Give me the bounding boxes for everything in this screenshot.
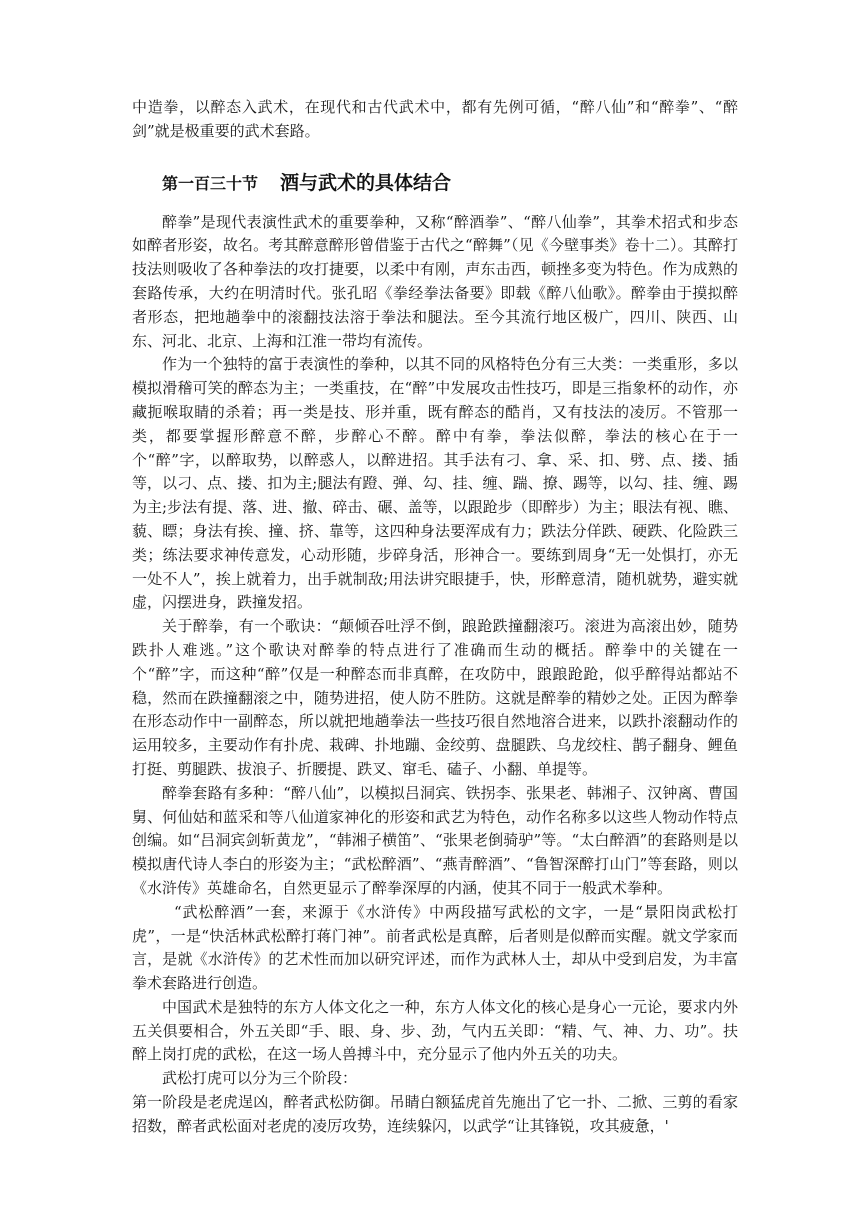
section-heading	[132, 170, 738, 197]
paragraph-song-formula: 关于醉拳，有一个歌诀：“颠倾吞吐浮不倒，踉跄跌撞翻滚巧。滚进为高滚出妙，随势跌扑人难逃。”这个歌诀对醉拳的特点进行了准确而生动的概括。醉拳中的关键在一个“醉”字，而这种“醉”仅是一种醉态而非真醉，在攻防中，踉踉跄跄，似乎醉得站都站不稳，然而在跌撞翻滚之中，随势进招，使人防不胜防。这就是醉拳的精妙之处。正因为醉拳在形态动作中一副醉态，所以就把地趟拳法一些技巧很自然地溶合进来，以跌扑滚翻动作的运用较多，主要动作有扑虎、栽碑、扑地蹦、金绞剪、盘腿跌、乌龙绞柱、鹊子翻身、鲤鱼打挺、剪腿跌、拔浪子、折腰提、跌叉、窜毛、磕子、小翻、单提等。	[132, 617, 738, 778]
paragraph-body-culture: 中国武术是独特的东方人体文化之一种，东方人体文化的核心是身心一元论，要求内外五关俱要相合，外五关即“手、眼、身、步、劲，气内五关即：“精、气、神、力、功”。扶醉上岗打虎的武松，在这一场人兽搏斗中，充分显示了他内外五关的功夫。	[132, 997, 738, 1064]
paragraph-three-stages: 武松打虎可以分为三个阶段：	[162, 1069, 358, 1088]
section-number: 第一百三十节	[162, 173, 259, 193]
intro-paragraph: 中造拳，以醉态入武术，在现代和古代武术中，都有先例可循，“醉八仙”和“醉拳”、“醉剑”就是极重要的武术套路。	[132, 98, 738, 140]
paragraph-zuiquan-intro: 醉拳”是现代表演性武术的重要拳种，又称“醉酒拳”、“醉八仙拳”，其拳术招式和步态如醉者形姿，故名。考其醉意醉形曾借鉴于古代之“醉舞”（见《今壁事类》卷十二）。其醉打技法则吸收了各种拳法的攻打捷要，以柔中有刚，声东击西，顿挫多变为特色。作为成熟的套路传承，大约在明清时代。张孔昭《拳经拳法备要》即载《醉八仙歌》。醉拳由于摸拟醉者形态，把地趟拳中的滚翻技法溶于拳法和腿法。至今其流行地区极广，四川、陕西、山东、河北、北京、上海和江淮一带均有流传。	[132, 212, 738, 350]
paragraph-first-stage: 第一阶段是老虎逞凶，醉者武松防御。吊睛白额猛虎首先施出了它一扑、二掀、三剪的看家招数，醉者武松面对老虎的凌厉攻势，连续躲闪，以武学“让其锋锐，攻其疲惫，'	[132, 1093, 738, 1135]
section-title: 酒与武术的具体结合	[279, 171, 451, 194]
paragraph-three-types: 作为一个独特的富于表演性的拳种，以其不同的风格特色分有三大类：一类重形，多以模拟滑稽可笑的醉态为主；一类重技，在“醉”中发展攻击性技巧，即是三指象杯的动作，亦藏扼喉取睛的杀着；再一类是技、形并重，既有醉态的酷肖，又有技法的凌厉。不管那一类，都要掌握形醉意不醉，步醉心不醉。醉中有拳，拳法似醉，拳法的核心在于一个“醉”字，以醉取势，以醉惑人，以醉进招。其手法有刁、拿、采、扣、劈、点、搂、插等，以刁、点、搂、扣为主;腿法有蹬、弹、勾、挂、缠、踹、撩、踢等，以勾、挂、缠、踢为主;步法有提、落、进、撤、碎击、碾、盖等，以跟跄步（即醉步）为主；眼法有视、瞧、藐、瞟；身法有挨、撞、挤、靠等，这四种身法要浑成有力；跌法分佯跌、硬跌、化险跌三类；练法要求神传意发，心动形随，步碎身活，形神合一。要练到周身“无一处惧打，亦无一处不人”，挨上就着力，出手就制敌;用法讲究眼捷手，快，形醉意清，随机就势，避实就虚，闪摆进身，跌撞发招。	[132, 355, 738, 612]
paragraph-routines: 醉拳套路有多种：“醉八仙”，以模拟吕洞宾、铁拐李、张果老、韩湘子、汉钟离、曹国舅、何仙姑和蓝采和等八仙道家神化的形姿和武艺为特色，动作名称多以这些人物动作特点创编。如“吕洞宾剑斩黄龙”，“韩湘子横笛”、“张果老倒骑驴”等。“太白醉酒”的套路则是以模拟唐代诗人李白的形姿为主；“武松醉酒”、“燕青醉酒”、“鲁智深醉打山门”等套路，则以《水浒传》英雄命名，自然更显示了醉拳深厚的内涵，使其不同于一般武术拳种。	[132, 783, 738, 897]
paragraph-wusong-routine: “武松醉酒”一套，来源于《水浒传》中两段描写武松的文字，一是“景阳岗武松打虎”，一是“快活林武松醉打蒋门神”。前者武松是真醉，后者则是似醉而实醒。就文学家而言，是就《水浒传》的艺术性而加以研究评述，而作为武林人士，却从中受到启发，为丰富拳术套路进行创造。	[132, 902, 738, 993]
document-page	[132, 96, 738, 1139]
